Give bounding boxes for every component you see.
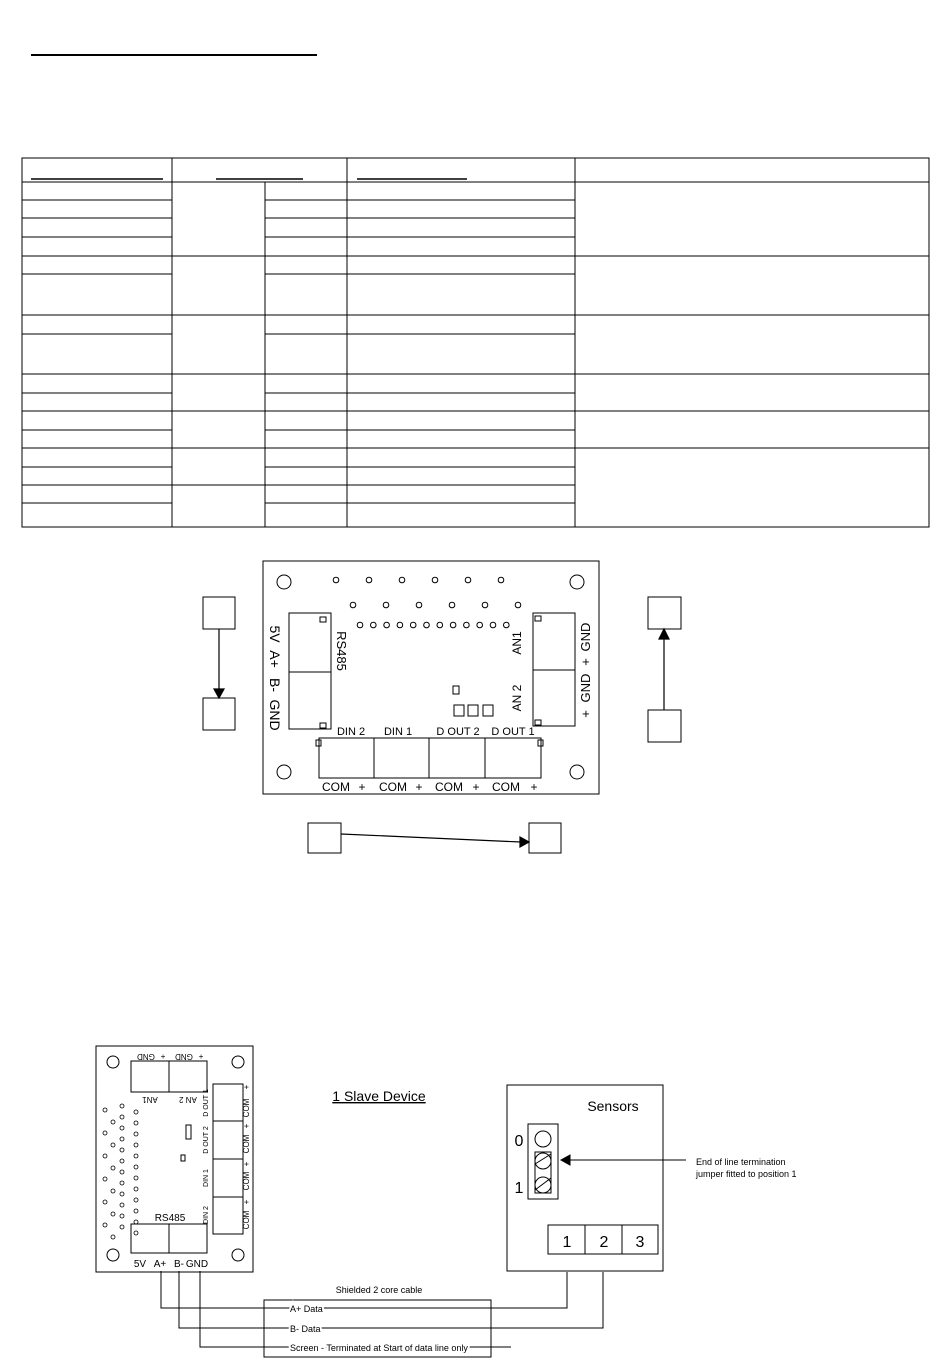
an2-label: AN 2 [510,684,524,712]
an1-connector [533,613,575,670]
b2-din1: DIN 1 [203,1169,210,1187]
b2-dout1: D OUT 1 [203,1089,210,1117]
board-outline [263,561,599,794]
board-diagram [0,540,950,860]
din1-connector [374,738,429,778]
rs485-connector [289,672,331,729]
b2-an2: AN 2 [179,1095,197,1104]
terminal-plus-right: + [578,658,593,666]
dout2-label: D OUT 2 [436,726,480,738]
terminal-gnd: GND [267,699,283,731]
terminal-a-plus: A+ [267,650,283,668]
b2-dout2: D OUT 2 [203,1126,210,1154]
b2-bottom-terminal: A+ [153,1259,167,1270]
din1-label: DIN 1 [383,726,413,738]
spec-table [0,0,950,540]
b2-bottom-terminal: 5V [133,1259,147,1270]
b2-terminal: GND [137,1052,155,1061]
terminal-com: COM [492,780,520,794]
b2-an1: AN1 [142,1095,158,1104]
line-b-data: B- Data [290,1324,321,1334]
b2-bottom-terminal: GND [185,1259,209,1270]
terminal-com: COM [379,780,407,794]
terminal-plus: + [530,780,538,794]
terminal-plus-right: + [578,710,593,718]
jumper-block [528,1124,558,1199]
b2-side-terminal: COM [242,1098,251,1118]
cable-label: Shielded 2 core cable [335,1285,423,1295]
mounting-hole [570,575,584,589]
terminal-gnd-right: GND [578,673,593,703]
terminal-b-minus: B- [267,678,283,692]
mounting-hole [107,1056,119,1068]
mounting-hole [570,765,584,779]
termination-note: End of line termination [696,1157,786,1167]
dout2-connector [429,738,485,778]
mounting-hole [232,1249,244,1261]
an1-label: AN1 [510,631,524,655]
b2-rs485: RS485 [154,1213,186,1224]
b2-bottom-terminal: B- [174,1259,184,1270]
terminal-com: COM [435,780,463,794]
mounting-hole [277,575,291,589]
b2-side-terminal: + [242,1161,251,1167]
terminal-plus: + [472,780,480,794]
din2-connector [319,738,374,778]
wiring-diagram [0,1040,950,1369]
an2-connector [533,670,575,726]
sensor-terminal-1: 1 [562,1234,572,1251]
terminal-5v: 5V [267,625,283,643]
b2-terminal: + [160,1052,166,1061]
b2-side-terminal: COM [242,1210,251,1230]
terminal-plus: + [415,780,423,794]
dout1-label: D OUT 1 [491,726,535,738]
wiring-title: 1 Slave Device [332,1088,426,1104]
mounting-hole [277,765,291,779]
terminal-gnd-right: GND [578,622,593,652]
din2-label: DIN 2 [336,726,366,738]
mounting-hole [232,1056,244,1068]
dout1-connector [485,738,541,778]
terminal-com: COM [322,780,350,794]
termination-note: jumper fitted to position 1 [696,1169,797,1179]
line-screen: Screen - Terminated at Start of data line only [290,1343,468,1353]
jumper-pos-1: 1 [514,1180,524,1197]
b2-side-terminal: COM [242,1134,251,1154]
b2-side-terminal: COM [242,1171,251,1191]
b2-din2: DIN 2 [203,1206,210,1224]
sensor-terminal-2: 2 [599,1234,609,1251]
jumper-pos-0: 0 [514,1133,524,1150]
b2-side-terminal: + [242,1199,251,1205]
b2-terminal: GND [175,1052,193,1061]
line-a-data: A+ Data [290,1304,323,1314]
b2-terminal: + [198,1052,204,1061]
rs485-label: RS485 [334,631,349,671]
mounting-hole [107,1249,119,1261]
b2-side-terminal: + [242,1123,251,1129]
sensor-terminal-3: 3 [635,1234,645,1251]
terminal-plus: + [358,780,366,794]
b2-side-terminal: + [242,1084,251,1090]
sensors-title: Sensors [587,1098,639,1114]
